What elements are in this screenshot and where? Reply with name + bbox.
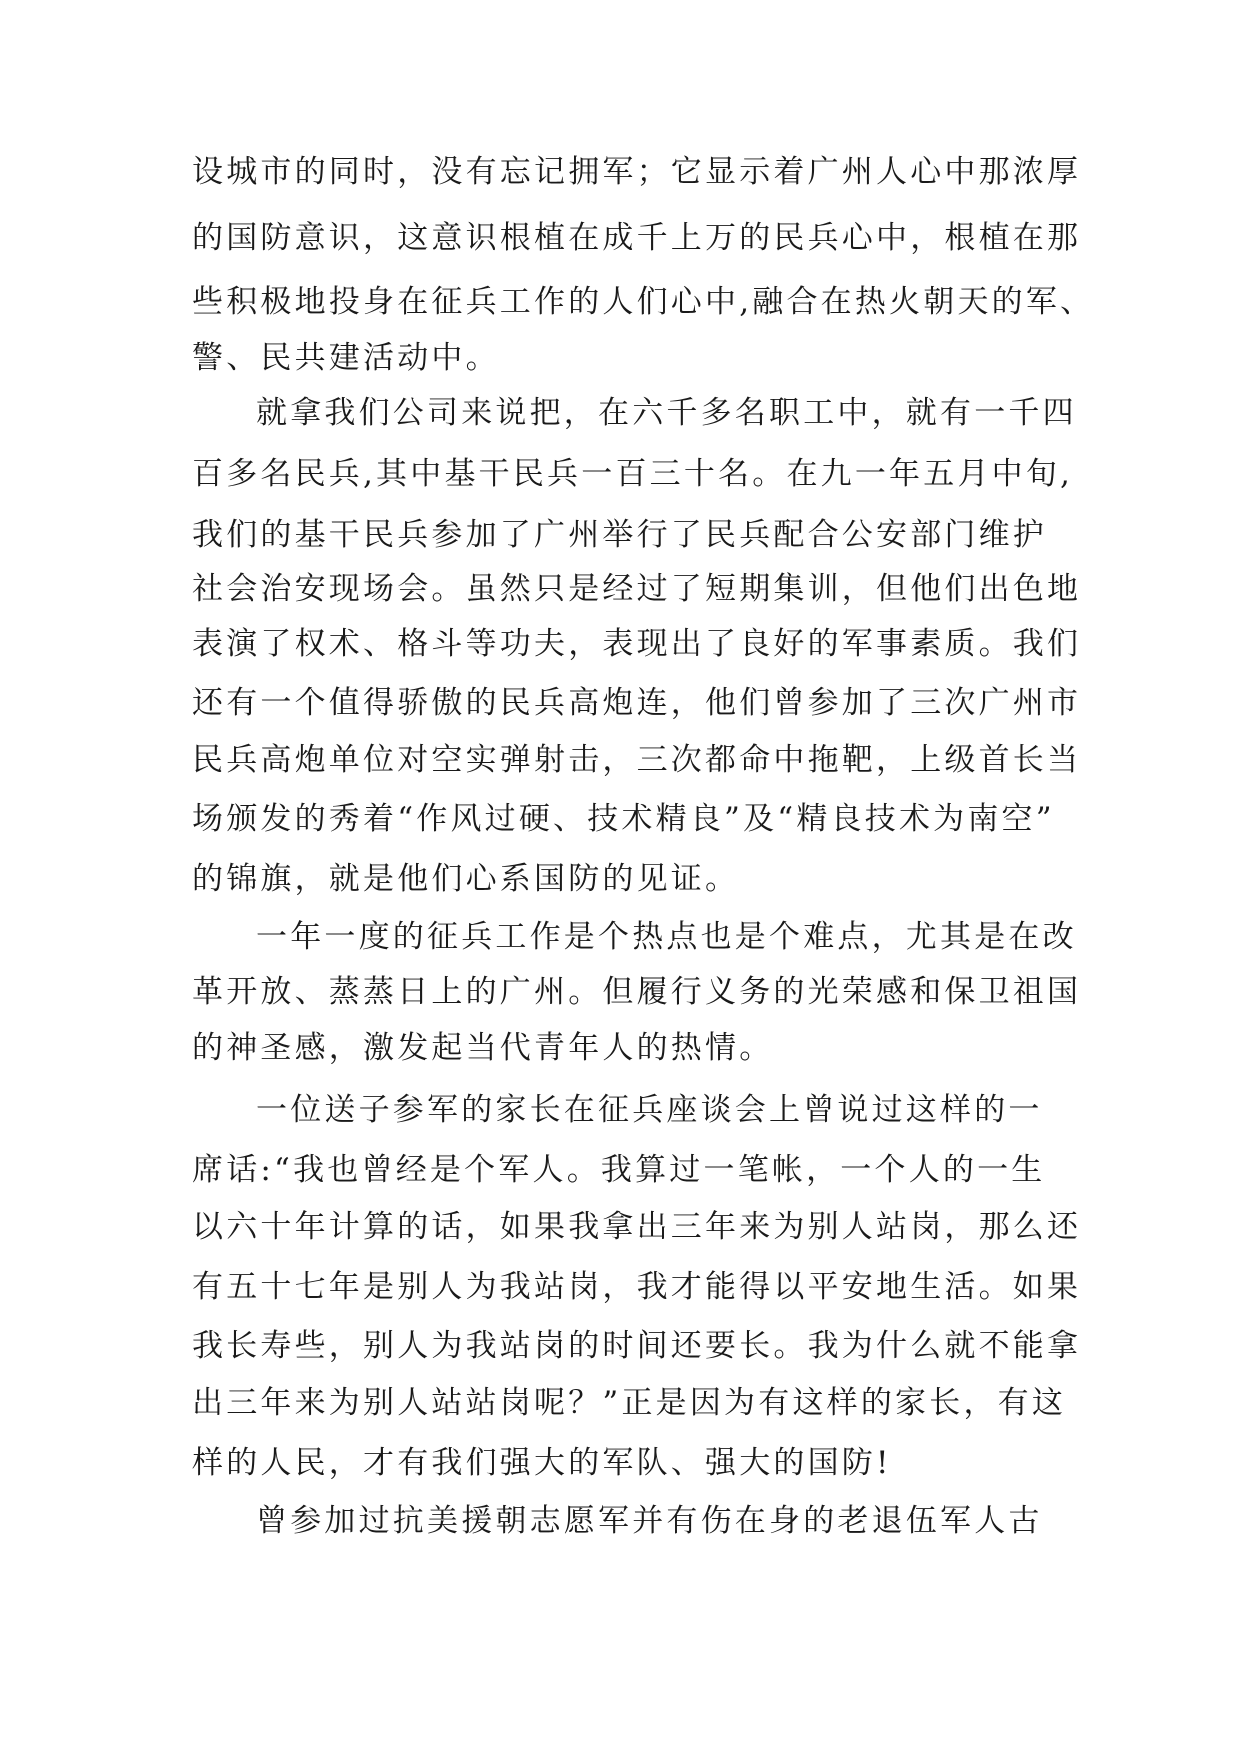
text-line: 社会治安现场会。虽然只是经过了短期集训，但他们出色地 bbox=[192, 571, 1082, 607]
text-line: 的锦旗，就是他们心系国防的见证。 bbox=[192, 861, 740, 897]
text-line: 百多名民兵,其中基干民兵一百三十名。在九一年五月中旬, bbox=[192, 456, 1074, 492]
text-line: 设城市的同时，没有忘记拥军；它显示着广州人心中那浓厚 bbox=[192, 154, 1082, 190]
text-line: 席话:“我也曾经是个军人。我算过一笔帐，一个人的一生 bbox=[192, 1152, 1046, 1188]
paragraph-first-line: 一年一度的征兵工作是个热点也是个难点，尤其是在改 bbox=[256, 919, 1077, 955]
text-line: 我长寿些，别人为我站岗的时间还要长。我为什么就不能拿 bbox=[192, 1328, 1082, 1364]
text-line: 有五十七年是别人为我站岗，我才能得以平安地生活。如果 bbox=[192, 1269, 1082, 1305]
text-line: 表演了权术、格斗等功夫，表现出了良好的军事素质。我们 bbox=[192, 626, 1082, 662]
text-line: 我们的基干民兵参加了广州举行了民兵配合公安部门维护 bbox=[192, 517, 1047, 553]
paragraph-first-line: 就拿我们公司来说把，在六千多名职工中，就有一千四 bbox=[256, 395, 1077, 431]
text-line: 革开放、蒸蒸日上的广州。但履行义务的光荣感和保卫祖国 bbox=[192, 974, 1082, 1010]
text-line: 些积极地投身在征兵工作的人们心中,融合在热火朝天的军、 bbox=[192, 284, 1095, 320]
text-line: 的国防意识，这意识根植在成千上万的民兵心中，根植在那 bbox=[192, 220, 1082, 256]
text-line: 场颁发的秀着“作风过硬、技术精良”及“精良技术为南空” bbox=[192, 801, 1055, 837]
text-line: 民兵高炮单位对空实弹射击，三次都命中拖靶，上级首长当 bbox=[192, 742, 1082, 778]
text-line: 样的人民，才有我们强大的军队、强大的国防! bbox=[192, 1445, 892, 1481]
paragraph-first-line: 一位送子参军的家长在征兵座谈会上曾说过这样的一 bbox=[256, 1092, 1043, 1128]
text-line: 警、民共建活动中。 bbox=[192, 340, 500, 376]
text-line: 出三年来为别人站站岗呢？”正是因为有这样的家长，有这 bbox=[192, 1385, 1067, 1421]
text-line: 的神圣感，激发起当代青年人的热情。 bbox=[192, 1030, 774, 1066]
text-line: 以六十年计算的话，如果我拿出三年来为别人站岗，那么还 bbox=[192, 1209, 1082, 1245]
paragraph-first-line: 曾参加过抗美援朝志愿军并有伤在身的老退伍军人古 bbox=[256, 1503, 1043, 1539]
text-line: 还有一个值得骄傲的民兵高炮连，他们曾参加了三次广州市 bbox=[192, 685, 1082, 721]
